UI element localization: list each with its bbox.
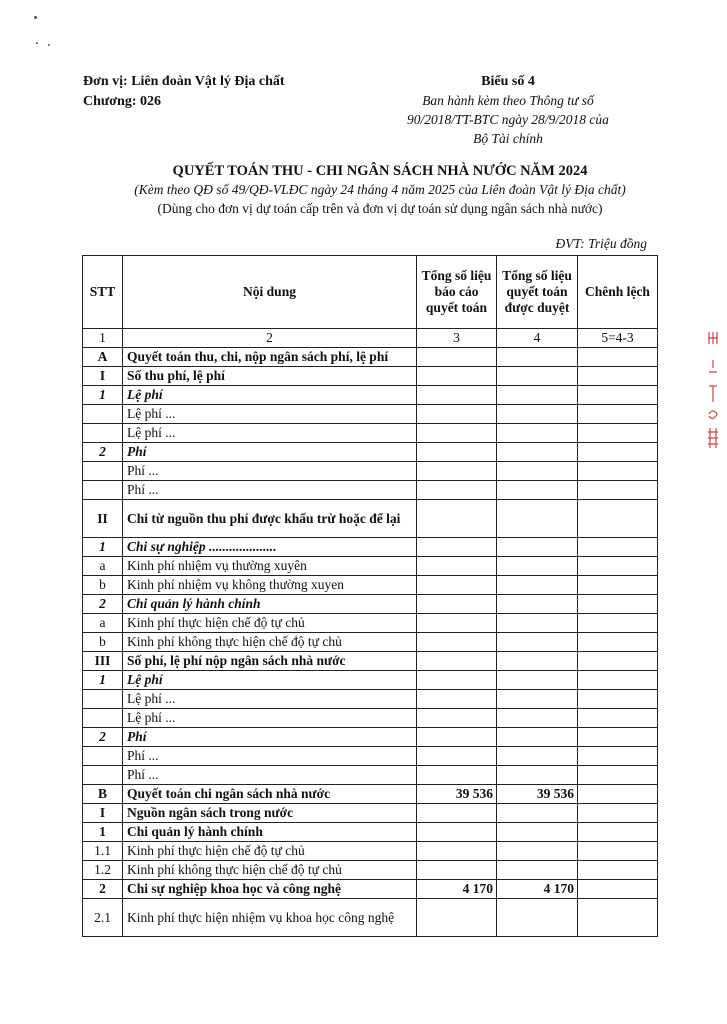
table-body — [83, 348, 658, 937]
usage-line: (Dùng cho đơn vị dự toán cấp trên và đơn vị dự toán sử dụng ngân sách nhà nước) — [157, 201, 603, 216]
table-row — [83, 880, 658, 899]
row-stt — [83, 405, 123, 424]
row-approved-value — [497, 462, 578, 481]
column-number: 3 — [417, 329, 497, 348]
table-row — [83, 614, 658, 633]
row-content: Phí ... — [123, 481, 417, 500]
row-approved-value — [497, 842, 578, 861]
row-approved-value — [497, 747, 578, 766]
issued-line-3: Bộ Tài chính — [473, 131, 543, 146]
row-reported-value — [417, 671, 497, 690]
table-row — [83, 386, 658, 405]
row-content: Kinh phí nhiệm vụ không thường xuyen — [123, 576, 417, 595]
issued-line-2: 90/2018/TT-BTC ngày 28/9/2018 của — [407, 112, 609, 127]
column-header-reported — [417, 256, 497, 329]
row-difference-value — [578, 348, 658, 367]
table-row — [83, 690, 658, 709]
row-reported-value — [417, 500, 497, 538]
row-stt: 2 — [83, 595, 123, 614]
row-difference-value — [578, 424, 658, 443]
row-difference-value — [578, 652, 658, 671]
row-content: Quyết toán chi ngân sách nhà nước — [123, 785, 417, 804]
row-stt: 2 — [83, 880, 123, 899]
header-right — [395, 72, 621, 148]
column-header-reported-line: báo cáo — [434, 284, 479, 299]
row-difference-value — [578, 785, 658, 804]
row-approved-value — [497, 823, 578, 842]
row-difference-value — [578, 614, 658, 633]
document-title: QUYẾT TOÁN THU - CHI NGÂN SÁCH NHÀ NƯỚC NĂM 2024 — [172, 163, 588, 179]
row-content: Chi từ nguồn thu phí được khấu trừ hoặc để lại — [123, 500, 417, 538]
column-header-stt: STT — [83, 256, 123, 329]
row-approved-value — [497, 538, 578, 557]
row-reported-value — [417, 823, 497, 842]
column-number-row — [83, 329, 658, 348]
row-stt: a — [83, 614, 123, 633]
row-difference-value — [578, 861, 658, 880]
table-row — [83, 652, 658, 671]
table-row — [83, 557, 658, 576]
row-content: Kinh phí nhiệm vụ thường xuyên — [123, 557, 417, 576]
row-stt: 1 — [83, 823, 123, 842]
row-content: Phí — [123, 443, 417, 462]
table-row — [83, 633, 658, 652]
row-content: Lệ phí ... — [123, 424, 417, 443]
table-row — [83, 595, 658, 614]
table-row — [83, 671, 658, 690]
row-reported-value — [417, 348, 497, 367]
row-approved-value: 4 170 — [497, 880, 578, 899]
row-reported-value — [417, 861, 497, 880]
row-content: Phí ... — [123, 766, 417, 785]
column-header-reported-line: Tổng số liệu — [421, 268, 492, 283]
table-row — [83, 747, 658, 766]
row-stt: a — [83, 557, 123, 576]
row-content: Phí — [123, 728, 417, 747]
form-number: Biểu số 4 — [481, 74, 535, 89]
row-approved-value — [497, 671, 578, 690]
row-stt — [83, 709, 123, 728]
column-number: 2 — [123, 329, 417, 348]
row-stt: 2.1 — [83, 899, 123, 937]
row-content: Kinh phí thực hiện nhiệm vụ khoa học công nghệ — [123, 899, 417, 937]
row-reported-value — [417, 405, 497, 424]
row-content: Kinh phí thực hiện chế độ tự chủ — [123, 842, 417, 861]
row-stt — [83, 690, 123, 709]
side-stamp-mark — [706, 328, 720, 453]
row-reported-value — [417, 595, 497, 614]
table-row — [83, 481, 658, 500]
row-difference-value — [578, 576, 658, 595]
scan-speck — [48, 44, 50, 46]
row-content: Chi sự nghiệp .................... — [123, 538, 417, 557]
row-reported-value — [417, 367, 497, 386]
column-header-difference: Chênh lệch — [578, 256, 658, 329]
table-row — [83, 462, 658, 481]
row-approved-value — [497, 386, 578, 405]
row-content: Kinh phí không thực hiện chế độ tự chủ — [123, 861, 417, 880]
table-row — [83, 424, 658, 443]
row-difference-value — [578, 481, 658, 500]
row-content: Số thu phí, lệ phí — [123, 367, 417, 386]
column-number: 4 — [497, 329, 578, 348]
row-stt: A — [83, 348, 123, 367]
unit-line: Đơn vị: Liên đoàn Vật lý Địa chất — [83, 74, 285, 89]
row-reported-value — [417, 766, 497, 785]
row-reported-value — [417, 842, 497, 861]
table-row — [83, 538, 658, 557]
chapter-line: Chương: 026 — [83, 94, 161, 109]
row-difference-value — [578, 747, 658, 766]
row-difference-value — [578, 500, 658, 538]
row-content: Lệ phí ... — [123, 690, 417, 709]
column-header-approved-line: quyết toán — [506, 284, 568, 299]
row-reported-value — [417, 424, 497, 443]
row-reported-value: 4 170 — [417, 880, 497, 899]
row-content: Phí ... — [123, 462, 417, 481]
table-header-row — [83, 256, 658, 329]
table-row — [83, 348, 658, 367]
row-approved-value — [497, 557, 578, 576]
table-row — [83, 899, 658, 937]
row-reported-value — [417, 709, 497, 728]
row-reported-value — [417, 728, 497, 747]
table-row — [83, 842, 658, 861]
row-content: Kinh phí thực hiện chế độ tự chủ — [123, 614, 417, 633]
row-stt: 1.1 — [83, 842, 123, 861]
row-reported-value — [417, 443, 497, 462]
row-difference-value — [578, 823, 658, 842]
row-approved-value — [497, 481, 578, 500]
column-header-approved-line: Tổng số liệu — [502, 268, 572, 283]
row-content: Chi quản lý hành chính — [123, 823, 417, 842]
row-stt: 1 — [83, 386, 123, 405]
row-approved-value — [497, 500, 578, 538]
table-row — [83, 804, 658, 823]
row-approved-value — [497, 367, 578, 386]
table-row — [83, 576, 658, 595]
table-row — [83, 500, 658, 538]
row-difference-value — [578, 804, 658, 823]
row-stt: b — [83, 576, 123, 595]
column-header-reported-line: quyết toán — [425, 300, 488, 315]
row-stt — [83, 462, 123, 481]
row-content: Chi quản lý hành chính — [123, 595, 417, 614]
row-difference-value — [578, 462, 658, 481]
row-stt: 1 — [83, 538, 123, 557]
row-content: Lệ phí — [123, 671, 417, 690]
row-stt: I — [83, 367, 123, 386]
row-reported-value — [417, 652, 497, 671]
row-stt: III — [83, 652, 123, 671]
table-row — [83, 823, 658, 842]
row-reported-value: 39 536 — [417, 785, 497, 804]
table-row — [83, 766, 658, 785]
row-approved-value — [497, 576, 578, 595]
row-reported-value — [417, 899, 497, 937]
table-row — [83, 861, 658, 880]
row-reported-value — [417, 690, 497, 709]
row-difference-value — [578, 557, 658, 576]
row-approved-value — [497, 690, 578, 709]
row-approved-value — [497, 709, 578, 728]
scan-speck — [36, 42, 38, 44]
row-difference-value — [578, 633, 658, 652]
row-approved-value — [497, 766, 578, 785]
row-difference-value — [578, 386, 658, 405]
row-reported-value — [417, 557, 497, 576]
row-difference-value — [578, 766, 658, 785]
table-row — [83, 443, 658, 462]
row-approved-value: 39 536 — [497, 785, 578, 804]
row-stt: II — [83, 500, 123, 538]
row-reported-value — [417, 633, 497, 652]
row-approved-value — [497, 595, 578, 614]
row-content: Lệ phí ... — [123, 405, 417, 424]
table-row — [83, 785, 658, 804]
row-stt — [83, 747, 123, 766]
table-row — [83, 709, 658, 728]
row-content: Nguồn ngân sách trong nước — [123, 804, 417, 823]
row-content: Kinh phí không thực hiện chế độ tự chủ — [123, 633, 417, 652]
row-reported-value — [417, 576, 497, 595]
row-reported-value — [417, 747, 497, 766]
row-stt — [83, 766, 123, 785]
table-row — [83, 367, 658, 386]
row-stt: 1.2 — [83, 861, 123, 880]
row-content: Phí ... — [123, 747, 417, 766]
row-stt: B — [83, 785, 123, 804]
row-stt: b — [83, 633, 123, 652]
row-approved-value — [497, 633, 578, 652]
row-reported-value — [417, 804, 497, 823]
row-content: Số phí, lệ phí nộp ngân sách nhà nước — [123, 652, 417, 671]
row-approved-value — [497, 348, 578, 367]
row-reported-value — [417, 462, 497, 481]
row-approved-value — [497, 405, 578, 424]
row-difference-value — [578, 842, 658, 861]
issued-line-1: Ban hành kèm theo Thông tư số — [422, 93, 594, 108]
row-stt: 2 — [83, 443, 123, 462]
row-reported-value — [417, 386, 497, 405]
row-stt — [83, 481, 123, 500]
row-difference-value — [578, 728, 658, 747]
row-stt — [83, 424, 123, 443]
column-number: 1 — [83, 329, 123, 348]
row-reported-value — [417, 481, 497, 500]
row-difference-value — [578, 880, 658, 899]
row-difference-value — [578, 595, 658, 614]
table-row — [83, 728, 658, 747]
row-difference-value — [578, 690, 658, 709]
row-reported-value — [417, 538, 497, 557]
column-number: 5=4-3 — [578, 329, 658, 348]
row-approved-value — [497, 652, 578, 671]
row-stt: 1 — [83, 671, 123, 690]
attached-decision-line: (Kèm theo QĐ số 49/QĐ-VLĐC ngày 24 tháng 4 năm 2025 của Liên đoàn Vật lý Địa chất) — [134, 182, 626, 197]
row-content: Chi sự nghiệp khoa học và công nghệ — [123, 880, 417, 899]
currency-unit: ĐVT: Triệu đồng — [555, 236, 647, 251]
row-content: Lệ phí — [123, 386, 417, 405]
row-reported-value — [417, 614, 497, 633]
header-left — [83, 72, 285, 112]
row-content: Quyết toán thu, chi, nộp ngân sách phí, lệ phí — [123, 348, 417, 367]
row-approved-value — [497, 861, 578, 880]
row-difference-value — [578, 899, 658, 937]
row-stt: I — [83, 804, 123, 823]
row-difference-value — [578, 367, 658, 386]
scan-speck — [34, 16, 37, 19]
row-approved-value — [497, 899, 578, 937]
row-approved-value — [497, 728, 578, 747]
settlement-table — [82, 255, 658, 937]
row-stt: 2 — [83, 728, 123, 747]
table-row — [83, 405, 658, 424]
row-difference-value — [578, 405, 658, 424]
column-header-content: Nội dung — [123, 256, 417, 329]
column-header-approved — [497, 256, 578, 329]
row-content: Lệ phí ... — [123, 709, 417, 728]
row-difference-value — [578, 538, 658, 557]
row-difference-value — [578, 709, 658, 728]
column-header-approved-line: được duyệt — [504, 300, 570, 315]
row-approved-value — [497, 424, 578, 443]
row-approved-value — [497, 443, 578, 462]
row-approved-value — [497, 614, 578, 633]
row-approved-value — [497, 804, 578, 823]
row-difference-value — [578, 443, 658, 462]
row-difference-value — [578, 671, 658, 690]
